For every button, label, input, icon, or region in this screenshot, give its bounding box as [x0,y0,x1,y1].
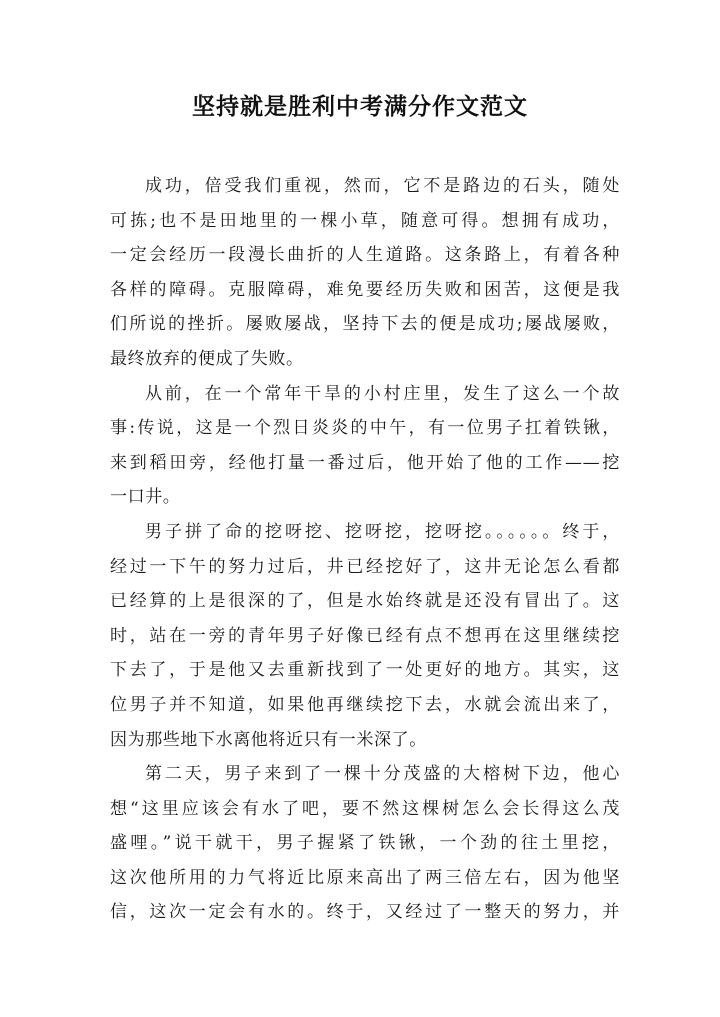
text-line: 可拣;也不是田地里的一棵小草，随意可得。想拥有成功， [110,210,620,231]
text-line: 经过一下午的努力过后，井已经挖好了，这井无论怎么看都 [110,556,620,577]
document-body [110,169,620,930]
paragraph [110,377,620,515]
text-line: 这次他所用的力气将近比原来高出了两三倍左右，因为他坚 [110,867,620,888]
text-line: 们所说的挫折。屡败屡战，坚持下去的便是成功;屡战屡败， [110,314,620,335]
text-line: 最终放弃的便成了失败。 [110,348,304,369]
text-line: 盛哩。”说干就干，男子握紧了铁锹，一个劲的往土里挖， [110,833,620,854]
text-line: 下去了，于是他又去重新找到了一处更好的地方。其实，这 [110,660,620,681]
text-line: 男子拼了命的挖呀挖、挖呀挖，挖呀挖。。。。。。终于， [145,521,620,542]
text-line: 一口井。 [110,487,181,508]
text-line: 从前，在一个常年干旱的小村庄里，发生了这么一个故 [145,383,620,404]
paragraph [110,757,620,930]
document-title: 坚持就是胜利中考满分作文范文 [192,94,528,120]
text-line: 位男子并不知道，如果他再继续挖下去，水就会流出来了， [110,694,620,715]
text-line: 各样的障碍。克服障碍，难免要经历失败和困苦，这便是我 [110,279,620,300]
text-line: 因为那些地下水离他将近只有一米深了。 [110,729,427,750]
text-line: 信，这次一定会有水的。终于，又经过了一整天的努力，并 [110,902,620,923]
text-line: 时，站在一旁的青年男子好像已经有点不想再在这里继续挖 [110,625,620,646]
text-line: 事:传说，这是一个烈日炎炎的中午，有一位男子扛着铁锹， [110,418,620,439]
text-line: 来到稻田旁，经他打量一番过后，他开始了他的工作——挖 [110,452,620,473]
text-line: 已经算的上是很深的了，但是水始终就是还没有冒出了。这 [110,591,620,612]
text-line: 想“这里应该会有水了吧，要不然这棵树怎么会长得这么茂 [110,798,620,819]
paragraph [110,515,620,757]
text-line: 成功，倍受我们重视，然而，它不是路边的石头，随处 [145,176,620,196]
text-line: 一定会经历一段漫长曲折的人生道路。这条路上，有着各种 [110,245,620,266]
paragraph [110,169,620,377]
text-line: 第二天，男子来到了一棵十分茂盛的大榕树下边，他心 [145,764,620,785]
